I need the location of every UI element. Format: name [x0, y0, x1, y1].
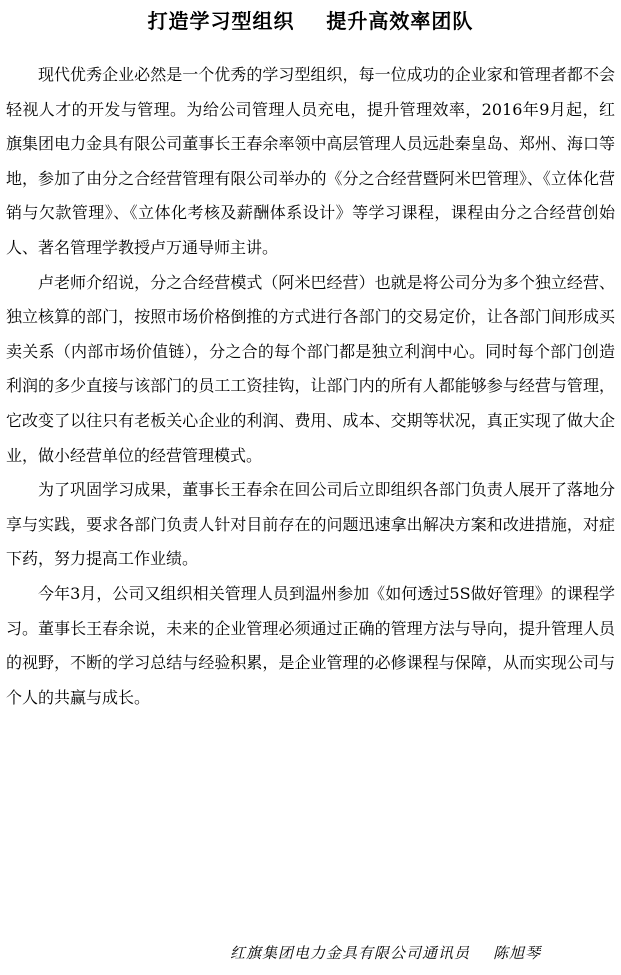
paragraph-1: 现代优秀企业必然是一个优秀的学习型组织，每一位成功的企业家和管理者都不会轻视人才的开发与管理。为给公司管理人员充电，提升管理效率，2016年9月起，红旗集团电力金具有限公司董事长王春余率领中高层管理人员远赴秦皇岛、郑州、海口等地，参加了由分之合经营管理有限公司举办的《分之合经营暨阿米巴管理》、《立体化营销与欠款管理》、《立体化考核及薪酬体系设计》等学习课程，课程由分之合经营创始人、著名管理学教授卢万通导师主讲。 — [6, 65, 615, 257]
article-title: 打造学习型组织 提升高效率团队 — [147, 9, 474, 33]
paragraph-2: 卢老师介绍说，分之合经营模式（阿米巴经营）也就是将公司分为多个独立经营、独立核算的部门，按照市场价格倒推的方式进行各部门的交易定价，让各部门间形成买卖关系（内部市场价值链），分之合的每个部门都是独立利润中心。同时每个部门创造利润的多少直接与该部门的员工工资挂钩，让部门内的所有人都能够参与经营与管理，它改变了以往只有老板关心企业的利润、费用、成本、交期等状况，真正实现了做大企业，做小经营单位的经营管理模式。 — [6, 272, 615, 465]
paragraph-3: 为了巩固学习成果，董事长王春余在回公司后立即组织各部门负责人展开了落地分享与实践，要求各部门负责人针对目前存在的问题迅速拿出解决方案和改进措施，对症下药，努力提高工作业绩。 — [6, 480, 615, 569]
author-signature: 红旗集团电力金具有限公司通讯员 陈旭琴 — [230, 944, 542, 962]
paragraph-4: 今年3月，公司又组织相关管理人员到温州参加《如何透过5S做好管理》的课程学习。董事长王春余说，未来的企业管理必须通过正确的管理方法与导向，提升管理人员的视野，不断的学习总结与经验积累，是企业管理的必修课程与保障，从而实现公司与个人的共赢与成长。 — [6, 583, 615, 707]
